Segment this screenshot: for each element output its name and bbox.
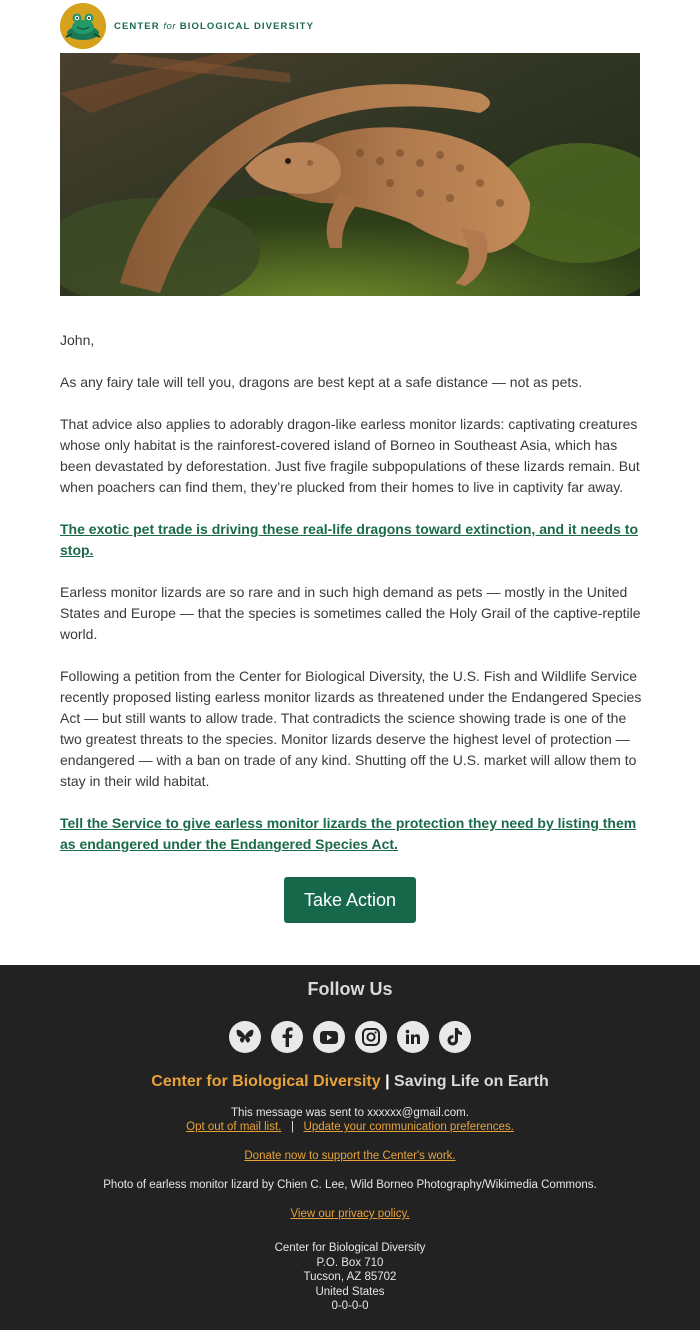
privacy-policy-link[interactable]: View our privacy policy. <box>290 1208 410 1220</box>
bluesky-icon[interactable] <box>229 1021 261 1053</box>
org-tagline: Center for Biological Diversity | Saving Life on Earth <box>151 1073 549 1090</box>
follow-us-heading: Follow Us <box>307 979 393 999</box>
instagram-icon[interactable] <box>355 1021 387 1053</box>
tagline: Saving Life on Earth <box>394 1073 549 1090</box>
email-body <box>60 330 642 876</box>
sent-to-block: This message was sent to xxxxxx@gmail.com. Opt out of mail list. | Update your communication preferences. <box>0 1106 700 1134</box>
pet-trade-link[interactable]: The exotic pet trade is driving these real-life dragons toward extinction, and it needs to stop. <box>60 521 638 558</box>
photo-credit: Photo of earless monitor lizard by Chien C. Lee, Wild Borneo Photography/Wikimedia Commons. <box>103 1179 597 1191</box>
update-preferences-link[interactable]: Update your communication preferences. <box>303 1121 514 1133</box>
mailing-address: Center for Biological Diversity P.O. Box 710 Tucson, AZ 85702 United States 0-0-0-0 <box>274 1242 426 1312</box>
tiktok-icon[interactable] <box>439 1021 471 1053</box>
tell-service-link[interactable]: Tell the Service to give earless monitor lizards the protection they need by listing them as endangered under the Endangered Species Act. <box>60 815 637 852</box>
linkedin-icon[interactable] <box>397 1021 429 1053</box>
header <box>60 4 314 48</box>
social-links <box>0 1021 700 1053</box>
youtube-icon[interactable] <box>313 1021 345 1053</box>
paragraph-1: As any fairy tale will tell you, dragons are best kept at a safe distance — not as pets. <box>60 374 583 390</box>
paragraph-3: Earless monitor lizards are so rare and in such high demand as pets — mostly in the United States and Europe — that the species is sometimes called the Holy Grail of the captive-reptile world. <box>60 584 641 642</box>
hero-lizard-image[interactable] <box>60 53 640 296</box>
greeting: John, <box>60 332 95 348</box>
take-action-button[interactable]: Take Action <box>284 877 416 923</box>
opt-out-link[interactable]: Opt out of mail list. <box>186 1121 282 1133</box>
facebook-icon[interactable] <box>271 1021 303 1053</box>
paragraph-2: That advice also applies to adorably dragon-like earless monitor lizards: captivating creatures whose only habitat is the rainforest-covered island of Borneo in Southeast Asia, which has been devastated by deforestation. Just five fragile subpopulations of these lizards remain. But when poachers can find them, they’re plucked from their homes to live in captivity far away. <box>60 416 640 495</box>
org-name[interactable]: Center for Biological Diversity <box>151 1073 381 1090</box>
donate-link[interactable]: Donate now to support the Center's work. <box>244 1150 456 1162</box>
sent-to-text: This message was sent to xxxxxx@gmail.com. <box>231 1107 469 1119</box>
logo-wordmark[interactable]: CENTER for BIOLOGICAL DIVERSITY <box>114 20 315 32</box>
footer <box>0 965 700 1330</box>
frog-logo-icon[interactable] <box>60 3 106 49</box>
paragraph-4: Following a petition from the Center for Biological Diversity, the U.S. Fish and Wildlife Service recently proposed listing earless monitor lizards as threatened under the Endangered Species Act — but still wants to allow trade. That contradicts the science showing trade is one of the two greatest threats to the species. Monitor lizards deserve the highest level of protection — endangered — with a ban on trade of any kind. Shutting off the U.S. market will allow them to stay in their wild habitat. <box>60 668 642 789</box>
